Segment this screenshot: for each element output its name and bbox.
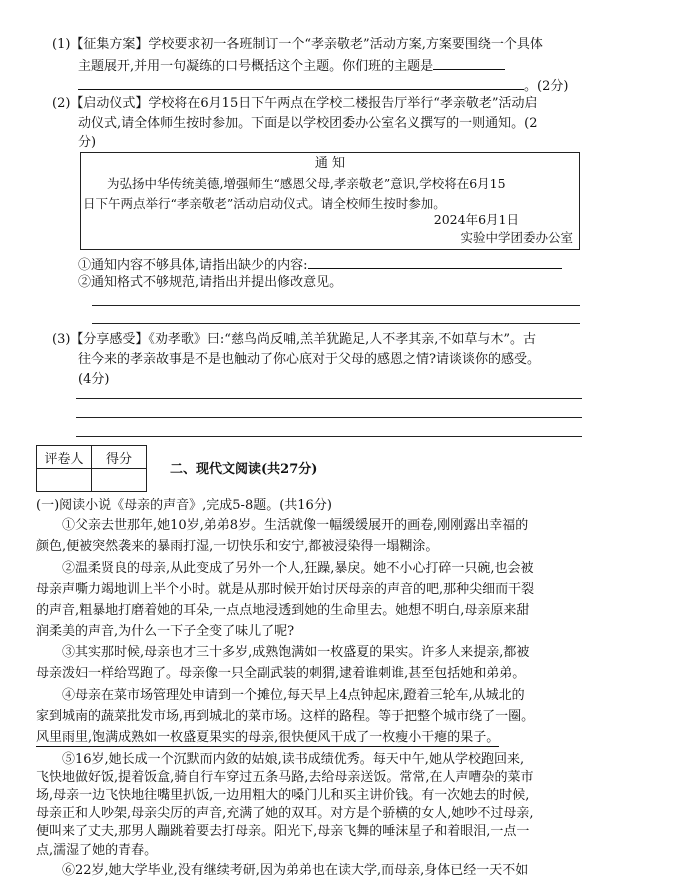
q3-answer-line-3[interactable] <box>76 436 582 437</box>
q2-sub-2: ②通知格式不够规范,请指出并提出修改意见。 <box>78 275 343 290</box>
notice-body-1: 为弘扬中华传统美德,增强师生“感恩父母,孝亲敬老”意识,学校将在6月15 <box>107 176 506 191</box>
para-5-line-4: 母亲正和人吵架,母亲尖厉的声音,充满了她的双耳。对方是个骄横的女人,她吵不过母亲, <box>36 806 534 821</box>
para-4-underlined-sentence: 风里雨里,饱满成熟如一枚盛夏果实的母亲,很快便风干成了一枚瘦小干瘪的果子。 <box>36 730 500 745</box>
q2-answer-line-2[interactable] <box>92 323 580 324</box>
q3-line-3: (4分) <box>78 372 110 387</box>
q2-sub-1-blank[interactable] <box>308 254 562 269</box>
q1-line-2 <box>78 55 505 77</box>
para-4-line-3 <box>36 728 499 748</box>
notice-title: 通 知 <box>314 156 346 171</box>
para-1-line-2: 颜色,便被突然袭来的暴雨打湿,一切快乐和安宁,都被浸染得一塌糊涂。 <box>36 539 439 554</box>
score-table-grader-header: 评卷人 <box>37 446 92 469</box>
para-6-line-1: ⑥22岁,她大学毕业,没有继续考研,因为弟弟也在读大学,而母亲,身体已经一天不如 <box>62 863 529 878</box>
reading-heading: (一)阅读小说《母亲的声音》,完成5-8题。(共16分) <box>36 498 332 513</box>
score-table-grader-cell[interactable] <box>37 469 92 492</box>
q3-line-1: (3)【分享感受】《劝孝歌》曰:“慈鸟尚反哺,羔羊犹跪足,人不孝其亲,不如草与木”。古 <box>52 332 536 347</box>
para-3-line-2: 母亲泼妇一样给骂跑了。母亲像一只全副武装的刺猬,逮着谁刺谁,甚至包括她和弟弟。 <box>36 666 526 681</box>
q2-answer-line-1[interactable] <box>92 305 580 306</box>
para-1-line-1: ①父亲去世那年,她10岁,弟弟8岁。生活就像一幅缓缓展开的画卷,刚刚露出幸福的 <box>62 518 529 533</box>
para-2-line-2: 母亲声嘶力竭地训上半个小时。就是从那时候开始讨厌母亲的声音的吧,那种尖细而干裂 <box>36 582 535 597</box>
para-2-line-1: ②温柔贤良的母亲,从此变成了另外一个人,狂躁,暴戾。她不小心打碎一只碗,也会被 <box>62 561 534 576</box>
q3-answer-line-2[interactable] <box>76 417 582 418</box>
q1-prompt: 主题展开,并用一句凝练的口号概括这个主题。你们班的主题是 <box>78 59 434 74</box>
score-table-score-header: 得分 <box>92 446 147 469</box>
para-3-line-1: ③其实那时候,母亲也才三十多岁,成熟饱满如一枚盛夏的果实。许多人来提亲,都被 <box>62 645 530 660</box>
q3-line-2: 往今来的孝亲故事是不是也触动了你心底对于父母的感恩之情?请谈谈你的感受。 <box>78 352 540 367</box>
q1-score: 。(2分) <box>524 79 569 94</box>
para-2-line-4: 润柔美的声音,为什么一下子全变了味儿了呢? <box>36 624 295 639</box>
para-5-line-2: 飞快地做好饭,提着饭盒,骑自行车穿过五条马路,去给母亲送饭。常常,在人声嘈杂的菜市 <box>36 770 534 785</box>
notice-date: 2024年6月1日 <box>433 212 519 227</box>
notice-box <box>80 152 580 250</box>
para-5-line-6: 点,濡湿了她的青春。 <box>36 843 158 858</box>
q2-line-1: (2)【启动仪式】学校将在6月15日下午两点在学校二楼报告厅举行“孝亲敬老”活动启 <box>52 96 538 111</box>
score-table-score-cell[interactable] <box>92 469 147 492</box>
para-4-line-2: 家到城南的蔬菜批发市场,再到城北的菜市场。这样的路程。等于把整个城市绕了一圈。 <box>36 709 535 724</box>
para-4-line-1: ④母亲在菜市场管理处申请到一个摊位,每天早上4点钟起床,蹬着三轮车,从城北的 <box>62 688 525 703</box>
q2-line-2: 动仪式,请全体师生按时参加。下面是以学校团委办公室名义撰写的一则通知。(2 <box>78 116 538 131</box>
para-2-line-3: 的声音,粗暴地打磨着她的耳朵,一点点地浸透到她的生命里去。她想不明白,母亲原来甜 <box>36 603 530 618</box>
q2-line-3: 分) <box>78 135 97 150</box>
q2-sub-1-text: ①通知内容不够具体,请指出缺少的内容: <box>78 258 308 273</box>
section-2-title: 二、现代文阅读(共27分) <box>170 462 318 477</box>
para-5-line-5: 便叫来了丈夫,那男人蹦跳着要去打母亲。阳光下,母亲飞舞的唾沫星子和着眼泪,一点一 <box>36 824 530 839</box>
q1-theme-blank-2[interactable] <box>78 75 524 90</box>
score-table <box>36 445 147 492</box>
para-5-line-3: 场,母亲一边飞快地往嘴里扒饭,一边用粗大的嗓门儿和买主讲价钱。有一次她去的时候, <box>36 788 530 803</box>
notice-body-2: 日下午两点举行“孝亲敬老”活动启动仪式。请全校师生按时参加。 <box>83 196 446 211</box>
q1-line-1: (1)【征集方案】学校要求初一各班制订一个“孝亲敬老”活动方案,方案要围绕一个具体 <box>52 37 543 52</box>
para-5-line-1: ⑤16岁,她长成一个沉默而内敛的姑娘,读书成绩优秀。每天中午,她从学校跑回来, <box>62 752 525 767</box>
q1-theme-blank[interactable] <box>433 55 505 70</box>
notice-signer: 实验中学团委办公室 <box>460 230 573 245</box>
q3-answer-line-1[interactable] <box>76 398 582 399</box>
